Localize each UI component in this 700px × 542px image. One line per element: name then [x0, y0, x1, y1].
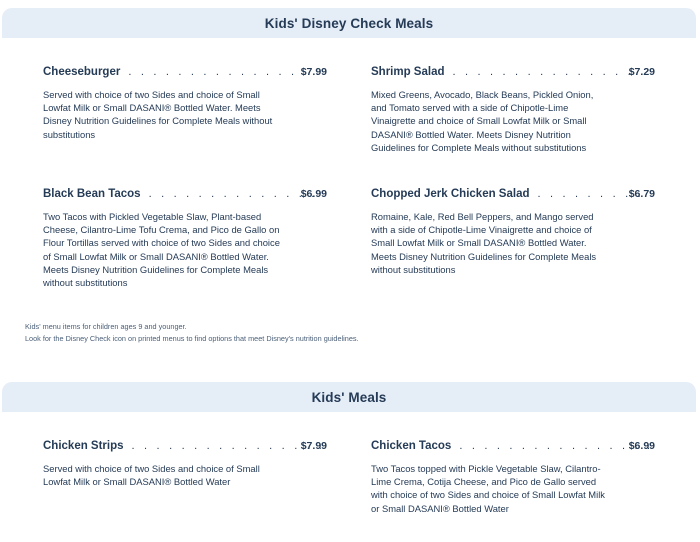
menu-item-shrimp-salad[interactable] — [371, 66, 655, 154]
section-header-kids-disney-check-meals — [2, 8, 696, 38]
item-description: Two Tacos topped with Pickle Vegetable Slaw, Cilantro-Lime Crema, Cotija Cheese, and Pico de Gallo served with choice of two Sides and choice of Small Lowfat Milk or Small DASANI® Bottled Water — [371, 463, 605, 514]
item-description: Two Tacos with Pickled Vegetable Slaw, Plant-based Cheese, Cilantro-Lime Tofu Crema, and Pico de Gallo on Flour Tortillas served with choice of two Sides and choice of Small Lowfat Milk or Small DASANI® Bottled Water. Meets Disney Nutrition Guidelines for Complete Meals without substitutions — [43, 211, 280, 289]
item-price: $7.29 — [628, 66, 655, 78]
item-price: $6.99 — [628, 440, 655, 452]
menu-item-chopped-jerk-chicken-salad[interactable] — [371, 188, 655, 276]
leader-dots — [453, 66, 650, 78]
item-price: $7.99 — [300, 66, 327, 78]
item-description: Served with choice of two Sides and choice of Small Lowfat Milk or Small DASANI® Bottled Water — [43, 463, 260, 488]
menu-item-cheeseburger[interactable] — [43, 66, 327, 141]
menu-item-chicken-strips[interactable] — [43, 440, 327, 488]
item-name: Chicken Tacos — [371, 440, 452, 452]
item-name: Chopped Jerk Chicken Salad — [371, 188, 530, 200]
leader-dots — [132, 440, 321, 452]
item-name: Cheeseburger — [43, 66, 121, 78]
section-header-kids-meals — [2, 382, 696, 412]
item-price: $6.99 — [300, 188, 327, 200]
leader-dots — [149, 188, 321, 200]
item-name: Shrimp Salad — [371, 66, 445, 78]
item-name: Chicken Strips — [43, 440, 124, 452]
section-title: Kids' Disney Check Meals — [264, 15, 434, 31]
menu-item-black-bean-tacos[interactable] — [43, 188, 327, 289]
note-age: Kids' menu items for children ages 9 and younger. — [25, 322, 187, 331]
kids-menu-note — [25, 321, 359, 345]
leader-dots — [459, 440, 649, 452]
item-description: Served with choice of two Sides and choice of Small Lowfat Milk or Small DASANI® Bottled Water. Meets Disney Nutrition Guidelines for Complete Meals without substitutions — [43, 89, 273, 140]
leader-dots — [128, 66, 321, 78]
item-name: Black Bean Tacos — [43, 188, 141, 200]
note-disney-check: Look for the Disney Check icon on printed menus to find options that meet Disney's nutrition guidelines. — [25, 334, 359, 343]
item-description: Mixed Greens, Avocado, Black Beans, Pickled Onion, and Tomato served with a side of Chipotle-Lime Vinaigrette and choice of Small Lowfat Milk or Small DASANI® Bottled Water. Meets Disney Nutrition Guidelines for Complete Meals without substitutions — [371, 89, 594, 153]
section-title: Kids' Meals — [311, 389, 387, 405]
item-price: $6.79 — [628, 188, 655, 200]
item-price: $7.99 — [300, 440, 327, 452]
menu-item-chicken-tacos[interactable] — [371, 440, 655, 515]
item-description: Romaine, Kale, Red Bell Peppers, and Mango served with a side of Chipotle-Lime Vinaigrette and choice of Small Lowfat Milk or Small DASANI® Bottled Water. Meets Disney Nutrition Guidelines for Complete Meals without substitutions — [371, 211, 597, 275]
